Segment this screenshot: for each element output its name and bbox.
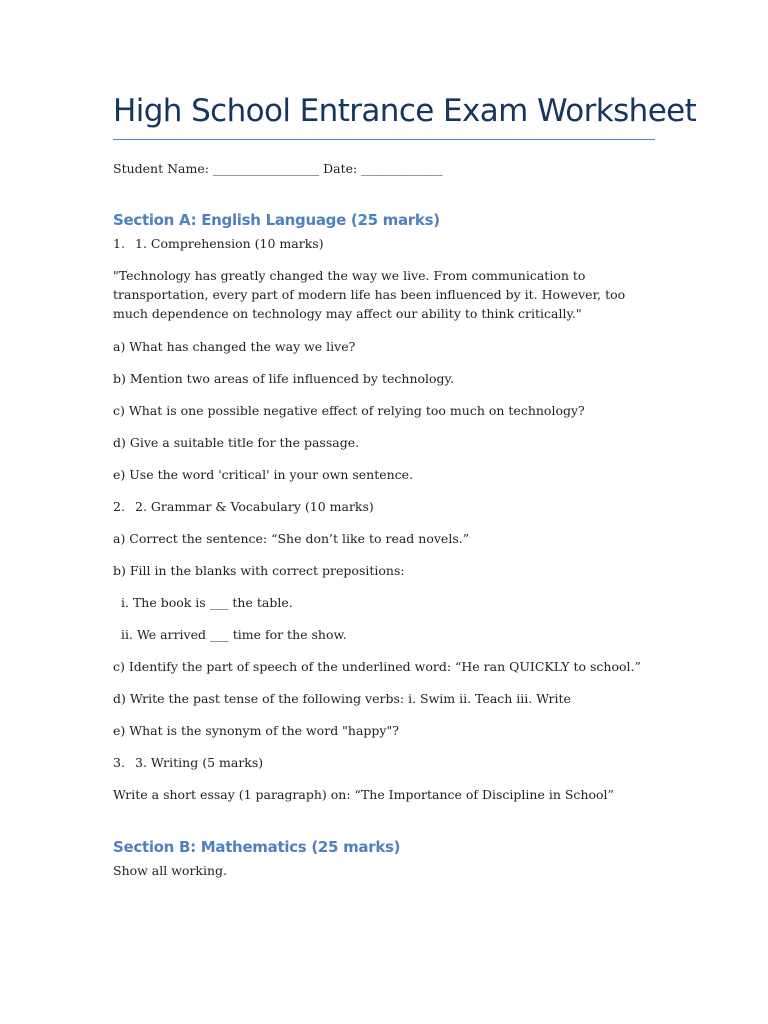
grammar-label: 2. Grammar & Vocabulary (10 marks)	[135, 499, 374, 514]
question-item: b) Mention two areas of life influenced by technology.	[113, 371, 454, 386]
page-title: High School Entrance Exam Worksheet	[113, 93, 697, 129]
question-item: d) Give a suitable title for the passage.	[113, 435, 360, 450]
comprehension-heading	[113, 234, 324, 253]
sub-question-item: i. The book is ___ the table.	[121, 595, 293, 610]
writing-label: 3. Writing (5 marks)	[135, 755, 264, 770]
question-item: e) What is the synonym of the word "happy"?	[113, 723, 399, 738]
grammar-heading	[113, 497, 374, 516]
comprehension-label: 1. Comprehension (10 marks)	[135, 236, 324, 251]
question-item: e) Use the word 'critical' in your own sentence.	[113, 467, 414, 482]
list-number: 3.	[113, 755, 125, 770]
writing-prompt: Write a short essay (1 paragraph) on: “The Importance of Discipline in School”	[113, 787, 614, 802]
section-b-heading: Section B: Mathematics (25 marks)	[113, 838, 401, 856]
comprehension-passage: "Technology has greatly changed the way we live. From communication to transportation, every part of modern life has been influenced by it. However, too much dependence on technology may affect our ability to think critically."	[113, 268, 626, 321]
question-item: c) What is one possible negative effect of relying too much on technology?	[113, 403, 585, 418]
question-item: a) What has changed the way we live?	[113, 339, 356, 354]
list-number: 1.	[113, 236, 125, 251]
question-item: c) Identify the part of speech of the underlined word: “He ran QUICKLY to school.”	[113, 659, 641, 674]
question-item: d) Write the past tense of the following verbs: i. Swim ii. Teach iii. Write	[113, 691, 571, 706]
section-b-instruction: Show all working.	[113, 863, 228, 878]
question-item: a) Correct the sentence: “She don’t like to read novels.”	[113, 531, 470, 546]
question-item: b) Fill in the blanks with correct prepositions:	[113, 563, 405, 578]
list-number: 2.	[113, 499, 125, 514]
section-a-heading: Section A: English Language (25 marks)	[113, 211, 440, 229]
student-name-date-line: Student Name: _________________ Date: _____________	[113, 161, 443, 176]
title-underline	[113, 139, 655, 140]
sub-question-item: ii. We arrived ___ time for the show.	[121, 627, 347, 642]
writing-heading	[113, 753, 263, 772]
